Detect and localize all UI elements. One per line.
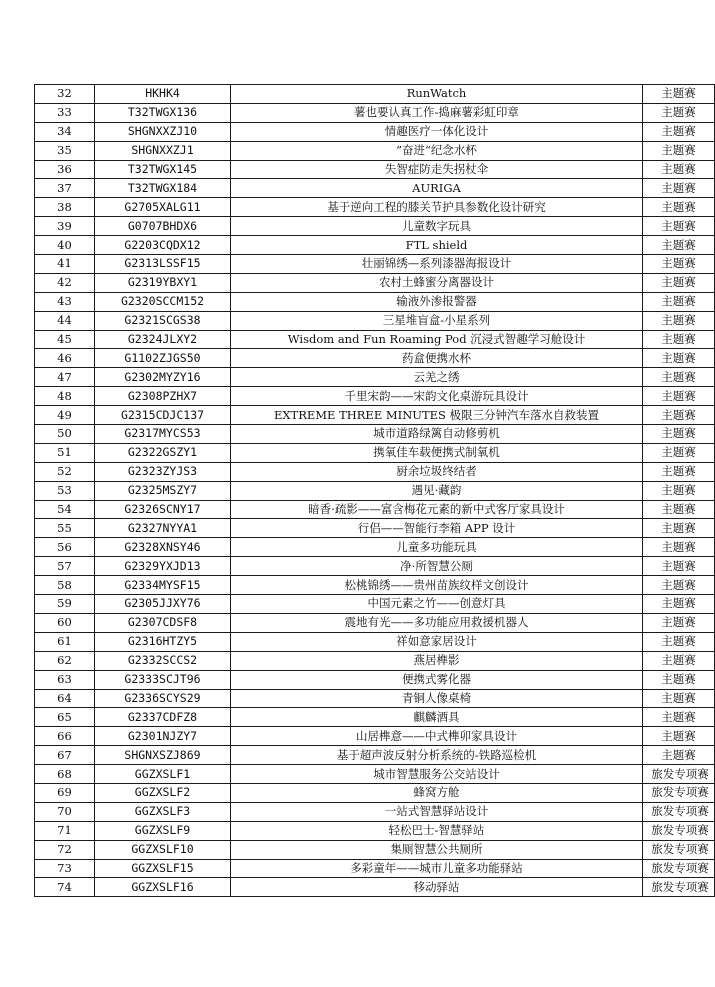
category-cell: 主题赛: [643, 689, 715, 708]
category-cell: 主题赛: [643, 160, 715, 179]
entry-code-cell: G1102ZJGS50: [95, 349, 231, 368]
entry-code-cell: G2307CDSF8: [95, 613, 231, 632]
row-number-cell: 73: [35, 859, 95, 878]
entry-name-cell: 暗香·疏影——富含梅花元素的新中式客厅家具设计: [231, 500, 643, 519]
entry-code-cell: G2301NJZY7: [95, 727, 231, 746]
table-row: [35, 821, 715, 840]
row-number-cell: 54: [35, 500, 95, 519]
table-row: [35, 689, 715, 708]
entry-code-cell: GGZXSLF9: [95, 821, 231, 840]
category-cell: 主题赛: [643, 387, 715, 406]
entry-name-cell: AURIGA: [231, 179, 643, 198]
table-row: [35, 765, 715, 784]
category-cell: 主题赛: [643, 500, 715, 519]
entry-name-cell: 基于超声波反射分析系统的-铁路巡检机: [231, 746, 643, 765]
table-row: [35, 406, 715, 425]
entry-name-cell: 松桃锦绣——贵州苗族纹样文创设计: [231, 576, 643, 595]
entry-name-cell: RunWatch: [231, 85, 643, 104]
entry-code-cell: G2316HTZY5: [95, 632, 231, 651]
table-row: [35, 160, 715, 179]
entry-code-cell: G2705XALG11: [95, 198, 231, 217]
entry-name-cell: 净·所智慧公厕: [231, 557, 643, 576]
category-cell: 主题赛: [643, 746, 715, 765]
row-number-cell: 71: [35, 821, 95, 840]
table-row: [35, 802, 715, 821]
row-number-cell: 37: [35, 179, 95, 198]
entry-name-cell: 云羌之绣: [231, 368, 643, 387]
category-cell: 主题赛: [643, 613, 715, 632]
entry-code-cell: G2203CQDX12: [95, 236, 231, 255]
category-cell: 主题赛: [643, 519, 715, 538]
entry-code-cell: G2302MYZY16: [95, 368, 231, 387]
table-row: [35, 85, 715, 104]
entry-code-cell: G2317MYCS53: [95, 425, 231, 444]
entry-code-cell: G0707BHDX6: [95, 217, 231, 236]
row-number-cell: 60: [35, 613, 95, 632]
entry-name-cell: 厨余垃圾终结者: [231, 462, 643, 481]
row-number-cell: 49: [35, 406, 95, 425]
row-number-cell: 66: [35, 727, 95, 746]
row-number-cell: 63: [35, 670, 95, 689]
entry-name-cell: 儿童多功能玩具: [231, 538, 643, 557]
category-cell: 旅发专项赛: [643, 859, 715, 878]
entry-code-cell: T32TWGX136: [95, 103, 231, 122]
table-row: [35, 236, 715, 255]
category-cell: 主题赛: [643, 217, 715, 236]
table-row: [35, 632, 715, 651]
entry-name-cell: 携氧佳车载便携式制氧机: [231, 443, 643, 462]
entry-name-cell: EXTREME THREE MINUTES 极限三分钟汽车落水自救装置: [231, 406, 643, 425]
entry-code-cell: G2313LSSF15: [95, 255, 231, 274]
entry-name-cell: 千里宋韵——宋韵文化桌游玩具设计: [231, 387, 643, 406]
table-row: [35, 179, 715, 198]
entry-name-cell: 震地有光——多功能应用救援机器人: [231, 613, 643, 632]
table-row: [35, 519, 715, 538]
entry-code-cell: G2320SCCM152: [95, 292, 231, 311]
category-cell: 主题赛: [643, 311, 715, 330]
category-cell: 主题赛: [643, 595, 715, 614]
entry-name-cell: 农村土蜂蜜分离器设计: [231, 273, 643, 292]
table-row: [35, 217, 715, 236]
category-cell: 主题赛: [643, 632, 715, 651]
entry-name-cell: Wisdom and Fun Roaming Pod 沉浸式智趣学习舱设计: [231, 330, 643, 349]
entry-name-cell: 移动驿站: [231, 878, 643, 897]
entry-code-cell: HKHK4: [95, 85, 231, 104]
table-row: [35, 255, 715, 274]
row-number-cell: 69: [35, 783, 95, 802]
entry-code-cell: G2322GSZY1: [95, 443, 231, 462]
category-cell: 旅发专项赛: [643, 802, 715, 821]
entry-name-cell: FTL shield: [231, 236, 643, 255]
entry-code-cell: G2315CDJC137: [95, 406, 231, 425]
row-number-cell: 36: [35, 160, 95, 179]
table-row: [35, 651, 715, 670]
table-row: [35, 613, 715, 632]
row-number-cell: 48: [35, 387, 95, 406]
category-cell: 主题赛: [643, 292, 715, 311]
entry-name-cell: 遇见·藏韵: [231, 481, 643, 500]
category-cell: 旅发专项赛: [643, 821, 715, 840]
entry-name-cell: 三星堆盲盒-小星系列: [231, 311, 643, 330]
row-number-cell: 51: [35, 443, 95, 462]
entry-name-cell: 基于逆向工程的膝关节护具参数化设计研究: [231, 198, 643, 217]
category-cell: 旅发专项赛: [643, 783, 715, 802]
category-cell: 旅发专项赛: [643, 840, 715, 859]
row-number-cell: 32: [35, 85, 95, 104]
entry-name-cell: 城市智慧服务公交站设计: [231, 765, 643, 784]
row-number-cell: 70: [35, 802, 95, 821]
entry-code-cell: G2325MSZY7: [95, 481, 231, 500]
entry-code-cell: G2323ZYJS3: [95, 462, 231, 481]
row-number-cell: 50: [35, 425, 95, 444]
entry-code-cell: T32TWGX145: [95, 160, 231, 179]
table-row: [35, 859, 715, 878]
entry-name-cell: 薯也要认真工作-捣麻薯彩虹印章: [231, 103, 643, 122]
entry-name-cell: 祥如意家居设计: [231, 632, 643, 651]
entry-code-cell: G2334MYSF15: [95, 576, 231, 595]
category-cell: 主题赛: [643, 538, 715, 557]
row-number-cell: 53: [35, 481, 95, 500]
row-number-cell: 46: [35, 349, 95, 368]
category-cell: 主题赛: [643, 198, 715, 217]
category-cell: 主题赛: [643, 727, 715, 746]
entry-code-cell: SHGNXXZJ1: [95, 141, 231, 160]
row-number-cell: 47: [35, 368, 95, 387]
row-number-cell: 58: [35, 576, 95, 595]
table-row: [35, 727, 715, 746]
category-cell: 主题赛: [643, 708, 715, 727]
entry-name-cell: 城市道路绿篱自动修剪机: [231, 425, 643, 444]
table-row: [35, 576, 715, 595]
row-number-cell: 64: [35, 689, 95, 708]
row-number-cell: 45: [35, 330, 95, 349]
row-number-cell: 72: [35, 840, 95, 859]
category-cell: 旅发专项赛: [643, 878, 715, 897]
table-row: [35, 878, 715, 897]
row-number-cell: 74: [35, 878, 95, 897]
entry-name-cell: 壮丽锦绣—系列漆器海报设计: [231, 255, 643, 274]
table-row: [35, 500, 715, 519]
row-number-cell: 44: [35, 311, 95, 330]
entry-code-cell: GGZXSLF10: [95, 840, 231, 859]
table-row: [35, 783, 715, 802]
row-number-cell: 62: [35, 651, 95, 670]
entry-name-cell: 青铜人像桌椅: [231, 689, 643, 708]
table-row: [35, 368, 715, 387]
row-number-cell: 52: [35, 462, 95, 481]
table-row: [35, 840, 715, 859]
entry-code-cell: GGZXSLF2: [95, 783, 231, 802]
entry-code-cell: GGZXSLF16: [95, 878, 231, 897]
entry-code-cell: SHGNXXZJ10: [95, 122, 231, 141]
row-number-cell: 39: [35, 217, 95, 236]
row-number-cell: 56: [35, 538, 95, 557]
entry-name-cell: 情趣医疗一体化设计: [231, 122, 643, 141]
entry-name-cell: 轻松巴士-智慧驿站: [231, 821, 643, 840]
category-cell: 旅发专项赛: [643, 765, 715, 784]
table-row: [35, 198, 715, 217]
entry-name-cell: 失智症防走失拐杖伞: [231, 160, 643, 179]
row-number-cell: 33: [35, 103, 95, 122]
category-cell: 主题赛: [643, 481, 715, 500]
row-number-cell: 35: [35, 141, 95, 160]
entry-code-cell: GGZXSLF3: [95, 802, 231, 821]
category-cell: 主题赛: [643, 462, 715, 481]
table-row: [35, 311, 715, 330]
row-number-cell: 38: [35, 198, 95, 217]
entry-name-cell: 麒麟酒具: [231, 708, 643, 727]
row-number-cell: 59: [35, 595, 95, 614]
category-cell: 主题赛: [643, 255, 715, 274]
table-row: [35, 538, 715, 557]
table-row: [35, 481, 715, 500]
row-number-cell: 34: [35, 122, 95, 141]
row-number-cell: 65: [35, 708, 95, 727]
entry-code-cell: G2326SCNY17: [95, 500, 231, 519]
category-cell: 主题赛: [643, 349, 715, 368]
table-row: [35, 292, 715, 311]
table-row: [35, 122, 715, 141]
category-cell: 主题赛: [643, 122, 715, 141]
table-row: [35, 557, 715, 576]
entry-code-cell: G2333SCJT96: [95, 670, 231, 689]
entry-code-cell: SHGNXSZJ869: [95, 746, 231, 765]
entry-code-cell: G2329YXJD13: [95, 557, 231, 576]
entry-code-cell: G2327NYYA1: [95, 519, 231, 538]
entry-name-cell: 行侣——智能行李箱 APP 设计: [231, 519, 643, 538]
category-cell: 主题赛: [643, 406, 715, 425]
row-number-cell: 43: [35, 292, 95, 311]
table-row: [35, 349, 715, 368]
entry-name-cell: 药盒便携水杯: [231, 349, 643, 368]
category-cell: 主题赛: [643, 330, 715, 349]
entry-code-cell: G2305JJXY76: [95, 595, 231, 614]
table-row: [35, 746, 715, 765]
table-row: [35, 595, 715, 614]
entry-code-cell: G2337CDFZ8: [95, 708, 231, 727]
row-number-cell: 57: [35, 557, 95, 576]
entry-code-cell: G2308PZHX7: [95, 387, 231, 406]
row-number-cell: 61: [35, 632, 95, 651]
entry-code-cell: GGZXSLF1: [95, 765, 231, 784]
entry-name-cell: 中国元素之竹——创意灯具: [231, 595, 643, 614]
entry-code-cell: G2324JLXY2: [95, 330, 231, 349]
entry-name-cell: 儿童数字玩具: [231, 217, 643, 236]
entry-name-cell: 集厕智慧公共厕所: [231, 840, 643, 859]
entry-name-cell: ”奋进“纪念水杯: [231, 141, 643, 160]
table-row: [35, 425, 715, 444]
table-row: [35, 670, 715, 689]
category-cell: 主题赛: [643, 670, 715, 689]
table-row: [35, 387, 715, 406]
table-row: [35, 443, 715, 462]
table-row: [35, 273, 715, 292]
row-number-cell: 67: [35, 746, 95, 765]
row-number-cell: 41: [35, 255, 95, 274]
entry-code-cell: G2336SCYS29: [95, 689, 231, 708]
entry-name-cell: 山居榫意——中式榫卯家具设计: [231, 727, 643, 746]
entry-code-cell: G2332SCCS2: [95, 651, 231, 670]
category-cell: 主题赛: [643, 425, 715, 444]
category-cell: 主题赛: [643, 651, 715, 670]
table-row: [35, 330, 715, 349]
entry-name-cell: 燕居榫影: [231, 651, 643, 670]
table-row: [35, 708, 715, 727]
row-number-cell: 42: [35, 273, 95, 292]
row-number-cell: 40: [35, 236, 95, 255]
entry-name-cell: 多彩童年——城市儿童多功能驿站: [231, 859, 643, 878]
category-cell: 主题赛: [643, 576, 715, 595]
entry-code-cell: G2319YBXY1: [95, 273, 231, 292]
category-cell: 主题赛: [643, 141, 715, 160]
category-cell: 主题赛: [643, 368, 715, 387]
category-cell: 主题赛: [643, 179, 715, 198]
entry-code-cell: GGZXSLF15: [95, 859, 231, 878]
category-cell: 主题赛: [643, 443, 715, 462]
row-number-cell: 68: [35, 765, 95, 784]
category-cell: 主题赛: [643, 273, 715, 292]
category-cell: 主题赛: [643, 85, 715, 104]
entry-code-cell: G2321SCGS38: [95, 311, 231, 330]
category-cell: 主题赛: [643, 236, 715, 255]
entry-code-cell: G2328XNSY46: [95, 538, 231, 557]
entry-name-cell: 便携式雾化器: [231, 670, 643, 689]
entry-name-cell: 输液外渗报警器: [231, 292, 643, 311]
category-cell: 主题赛: [643, 103, 715, 122]
entry-code-cell: T32TWGX184: [95, 179, 231, 198]
entries-table-body: [35, 85, 715, 897]
entries-table: [34, 84, 715, 897]
table-row: [35, 462, 715, 481]
category-cell: 主题赛: [643, 557, 715, 576]
table-row: [35, 141, 715, 160]
row-number-cell: 55: [35, 519, 95, 538]
table-row: [35, 103, 715, 122]
entry-name-cell: 蜂窝方舱: [231, 783, 643, 802]
entry-name-cell: 一站式智慧驿站设计: [231, 802, 643, 821]
